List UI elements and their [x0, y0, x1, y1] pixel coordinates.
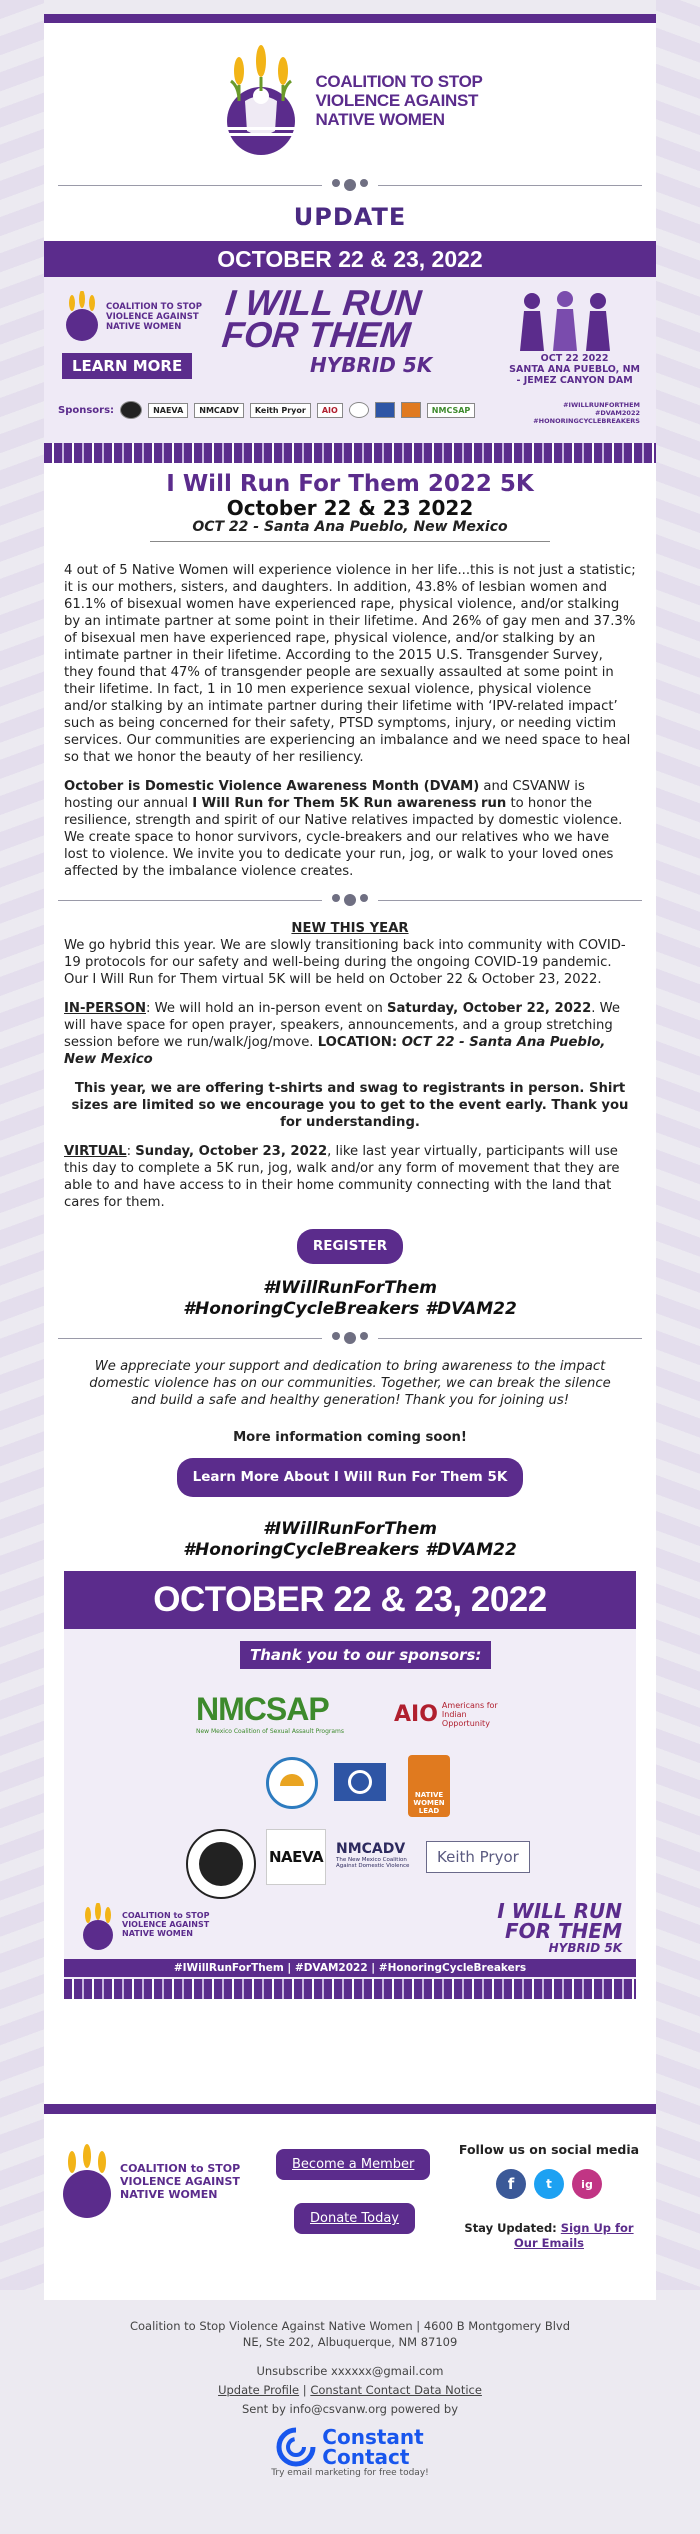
signup-link[interactable]: Sign Up for Our Emails: [514, 2221, 634, 2250]
sponsors-org-logo: [78, 1903, 118, 1955]
new-this-year-heading: NEW THIS YEAR: [291, 921, 409, 936]
small-org-logo-icon: [78, 1903, 118, 1951]
banner-logo-icon: [62, 291, 102, 343]
email-footer: Coalition to Stop Violence Against Native Women | 4600 B Montgomery Blvd NE, Ste 202, Albuquerque, NM 87109 Unsubscribe xxxxxx@gmail.com Update Profile | Constant Contact Data Notice Sent by info@csvanw.org powered by Constant Contact Try email marketing for free today!: [0, 2318, 700, 2479]
sponsor-seal-icon: [349, 402, 369, 418]
top-purple-bar: [44, 14, 656, 23]
social-icons: [454, 2169, 644, 2199]
in-person-paragraph: IN-PERSON: We will hold an in-person event on Saturday, October 22, 2022. We will have space for open prayer, speakers, announcements, and a group stretching session before we run/walk/jog/move. LOCATION: OCT 22 - Santa Ana Pueblo, New Mexico: [64, 1001, 621, 1067]
sponsor-badge-icon: [120, 401, 142, 419]
tribal-seal-icon: [266, 1757, 318, 1809]
email-card: [44, 14, 656, 2300]
data-notice-link[interactable]: Constant Contact Data Notice: [310, 2383, 482, 2397]
sponsor-aio: AIO: [317, 403, 343, 418]
sponsors-dates: OCTOBER 22 & 23, 2022: [64, 1571, 636, 1629]
sponsors-pattern-strip: [64, 1979, 636, 1999]
section-divider: [58, 1332, 642, 1344]
banner-dates: OCTOBER 22 & 23, 2022: [44, 241, 656, 277]
dvam-paragraph: October is Domestic Violence Awareness Month (DVAM) and CSVANW is hosting our annual I Will Run for Them 5K Run awareness run to honor the resilience, strength and spirit of our Native relatives impacted by domestic violence. We create space to honor survivors, cycle-breakers and our relatives who we have lost to violence. We invite you to dedicate your run, jog, or walk to your loved ones affected by the imbalance violence creates.: [64, 779, 623, 879]
cc-tagline: Try email marketing for free today!: [271, 2468, 429, 2478]
zia-flag-icon: [334, 1763, 386, 1801]
banner-title: I WILL RUN FOR THEM: [220, 282, 424, 355]
heading-rule: [150, 541, 550, 542]
banner-subtitle: HYBRID 5K: [310, 353, 433, 377]
constant-contact-logo[interactable]: Constant Contact: [0, 2427, 700, 2467]
virtual-paragraph: VIRTUAL: Sunday, October 23, 2022, like last year virtually, participants will use this day to complete a 5K run, jog, walk and/or any form of movement that they are able to and have access to in their home community connecting with the land that cares for them.: [64, 1144, 620, 1210]
event-location: OCT 22 - Santa Ana Pueblo, New Mexico: [192, 519, 508, 535]
nmcadv-logo: NMCADV The New Mexico Coalition Against Domestic Violence: [336, 1841, 410, 1869]
sponsors-run-logo: I WILL RUN FOR THEM HYBRID 5K: [497, 1899, 622, 1955]
become-member-button[interactable]: Become a Member: [276, 2149, 430, 2180]
register-button[interactable]: REGISTER: [297, 1229, 403, 1264]
section-divider: [58, 894, 642, 906]
sponsors-graphic: [64, 1571, 636, 1999]
aio-logo: AIO Americans for Indian Opportunity: [394, 1701, 498, 1728]
sponsor-zia-icon: [375, 402, 395, 418]
nmcsap-logo: NMCSAP New Mexico Coalition of Sexual Assault Programs: [196, 1691, 345, 1735]
runner-silhouettes-icon: [510, 291, 620, 351]
address: Coalition to Stop Violence Against Native Women | 4600 B Montgomery Blvd NE, Ste 202, Albuquerque, NM 87109: [129, 2319, 571, 2349]
new-this-year-text: We go hybrid this year. We are slowly transitioning back into community with COVID-19 protocols for our safety and well-being during the ongoing COVID-19 pandemic. Our I Will Run for Them virtual 5K will be held on October 22 & October 23, 2022.: [64, 938, 626, 987]
sent-by: Sent by info@csvanw.org powered by: [241, 2402, 459, 2416]
statistics-paragraph: 4 out of 5 Native Women will experience violence in her life...this is not just a statistic; it is our mothers, sisters, and daughters. In addition, 43.8% of lesbian women and 61.1% of bisexual women have experienced rape, physical violence, and/or stalking by an intimate partner at some point in their lifetime. And 26% of gay men and 37.3% of bisexual men have experienced rape, physical violence, and/or stalking by an intimate partner in their lifetime. According to the 2015 U.S. Transgender Survey, they found that 47% of transgender people are sexually assaulted at some point in their lifetime. In fact, 1 in 10 men experience sexual violence, physical violence and/or stalking by an intimate partner during their lifetime with ‘IPV-related impact’ such as being concerned for their safety, PTSD symptoms, injury, or needing victim services. Our communities are experiencing an imbalance and we need space to heal so that we honor the beauty of her resiliency.: [64, 563, 636, 765]
more-info-text: More information coming soon!: [233, 1430, 467, 1445]
stay-updated: Stay Updated: Sign Up for Our Emails: [464, 2221, 634, 2250]
section-divider: [58, 179, 642, 191]
sponsor-naeva: NAEVA: [148, 403, 188, 418]
left-decorative-pattern: [0, 0, 44, 2290]
circle-sponsor-icon: [186, 1829, 256, 1899]
sponsors-org-name: COALITION to STOP VIOLENCE AGAINST NATIVE WOMEN: [122, 1911, 210, 1938]
learn-more-button[interactable]: Learn More About I Will Run For Them 5K: [177, 1458, 524, 1497]
banner-org-logo: COALITION TO STOP VIOLENCE AGAINST NATIVE WOMEN: [62, 291, 202, 343]
unsubscribe-link[interactable]: Unsubscribe xxxxxx@gmail.com: [256, 2364, 444, 2378]
follow-label: Follow us on social media: [458, 2142, 640, 2157]
constant-contact-icon: [276, 2427, 316, 2467]
hashtags-block-2: #IWillRunForThem #HonoringCycleBreakers #DVAM22: [183, 1519, 517, 1560]
footer-org-logo[interactable]: COALITION to STOP VIOLENCE AGAINST NATIVE WOMEN: [58, 2142, 240, 2220]
update-heading: UPDATE: [293, 203, 407, 231]
appreciation-text: We appreciate your support and dedication to bring awareness to the impact domestic violence has on our communities. Together, we can break the silence and build a safe and healthy generation! Thank you for joining us!: [89, 1359, 611, 1408]
closing-body: [44, 1358, 656, 1561]
banner-sponsor-row: Sponsors: NAEVA NMCADV Keith Pryor AIO NMCSAP: [58, 401, 642, 419]
facebook-icon[interactable]: f: [496, 2169, 526, 2199]
right-decorative-pattern: [656, 0, 700, 2290]
tshirt-notice: This year, we are offering t-shirts and swag to registrants in person. Shirt sizes are limited so we encourage you to get to the event early. Thank you for understanding.: [71, 1081, 629, 1130]
sponsor-keith-pryor: Keith Pryor: [250, 403, 311, 418]
donate-button[interactable]: Donate Today: [294, 2203, 415, 2234]
hashtags-block: #IWillRunForThem #HonoringCycleBreakers #DVAM22: [183, 1278, 517, 1319]
banner-event-info: OCT 22 2022 SANTA ANA PUEBLO, NM - JEMEZ CANYON DAM: [509, 353, 640, 386]
event-banner[interactable]: [44, 241, 656, 463]
event-dates: October 22 & 23 2022: [226, 496, 474, 520]
instagram-icon[interactable]: ig: [572, 2169, 602, 2199]
intro-body: [44, 562, 656, 880]
sponsor-nmcadv: NMCADV: [194, 403, 244, 418]
org-logo[interactable]: [44, 23, 656, 173]
sponsor-native-women-lead-icon: [401, 402, 421, 418]
banner-hashtags: #IWILLRUNFORTHEM #DVAM2022 #HONORINGCYCLEBREAKERS: [533, 401, 640, 425]
banner-learn-more-button[interactable]: LEARN MORE: [62, 353, 192, 379]
twitter-icon[interactable]: t: [534, 2169, 564, 2199]
keith-pryor-logo: Keith Pryor: [426, 1841, 530, 1873]
native-women-lead-logo: NATIVE WOMEN LEAD: [408, 1755, 450, 1817]
sponsors-hashtags: #IWillRunForThem | #DVAM2022 | #HonoringCycleBreakers: [64, 1959, 636, 1977]
sponsor-nmcsap: NMCSAP: [427, 403, 476, 418]
sponsors-thanks: Thank you to our sponsors:: [240, 1641, 491, 1669]
naeva-logo: NAEVA: [266, 1829, 326, 1885]
details-body: [44, 920, 656, 1320]
org-name: COALITION TO STOP VIOLENCE AGAINST NATIVE WOMEN: [315, 71, 483, 129]
corn-women-logo-icon: [217, 41, 305, 159]
update-profile-link[interactable]: Update Profile: [218, 2383, 300, 2397]
footer-top-band: [44, 2104, 656, 2114]
banner-pattern-strip: [44, 443, 656, 463]
event-heading: I Will Run For Them 2022 5K: [166, 471, 534, 497]
social-section: [454, 2142, 644, 2251]
footer-logo-icon: [58, 2142, 116, 2220]
